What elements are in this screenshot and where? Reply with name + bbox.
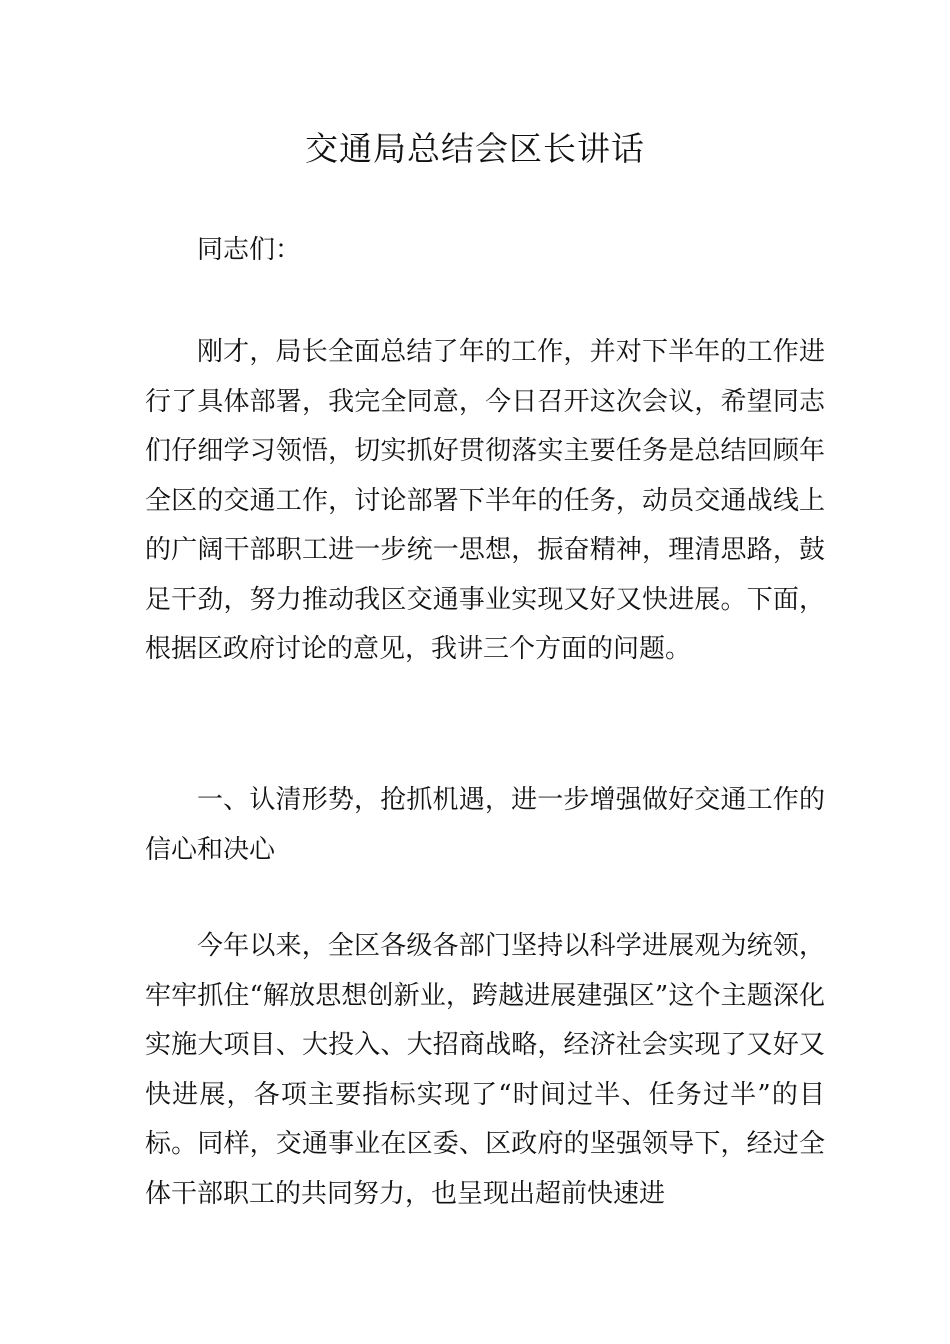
paragraph-situation: 今年以来，全区各级各部门坚持以科学进展观为统领，牢牢抓住“解放思想创新业，跨越进展建强区”这个主题深化实施大项目、大投入、大招商战略，经济社会实现了又好又快进展，各项主要指标实现了“时间过半、任务过半”的目标。同样，交通事业在区委、区政府的坚强领导下，经过全体干部职工的共同努力，也呈现出超前快速进 <box>145 931 825 1209</box>
paragraph-opening: 刚才，局长全面总结了年的工作，并对下半年的工作进行了具体部署，我完全同意，今日召开这次会议，希望同志们仔细学习领悟，切实抓好贯彻落实主要任务是总结回顾年全区的交通工作，讨论部署下半年的任务，动员交通战线上的广阔干部职工进一步统一思想，振奋精神，理清思路，鼓足干劲，努力推动我区交通事业实现又好又快进展。下面，根据区政府讨论的意见，我讲三个方面的问题。 <box>145 337 825 664</box>
document-title: 交通局总结会区长讲话 <box>305 129 645 168</box>
greeting: 同志们： <box>197 235 302 265</box>
section-heading-1: 一、认清形势，抢抓机遇，进一步增强做好交通工作的信心和决心 <box>145 785 825 865</box>
